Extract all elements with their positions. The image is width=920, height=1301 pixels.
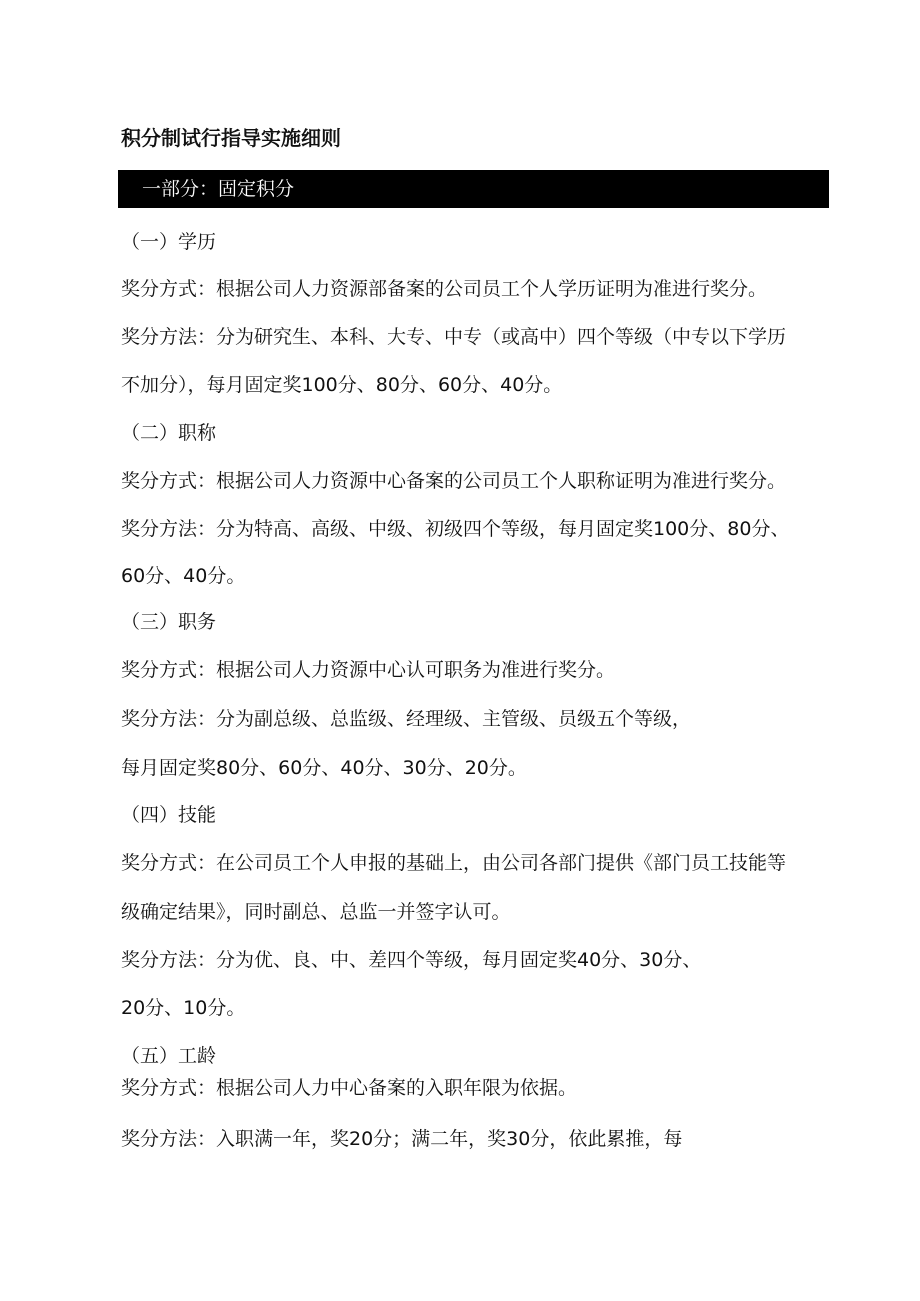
paragraph-line: 奖分方法：入职满一年，奖20分；满二年，奖30分，依此累推，每 — [121, 1128, 683, 1150]
paragraph-line: 奖分方法：分为特高、高级、中级、初级四个等级，每月固定奖100分、80分、 — [121, 518, 790, 540]
paragraph-line: 奖分方式：在公司员工个人申报的基础上，由公司各部门提供《部门员工技能等 — [121, 852, 787, 874]
subsection-heading-education: （一）学历 — [121, 231, 217, 253]
paragraph-line: 奖分方式：根据公司人力资源部备案的公司员工个人学历证明为准进行奖分。 — [121, 278, 768, 300]
subsection-heading-skill: （四）技能 — [121, 804, 217, 826]
paragraph-line: 每月固定奖80分、60分、40分、30分、20分。 — [121, 757, 527, 779]
section-title: 一部分：固定积分 — [142, 178, 295, 200]
paragraph-line: 奖分方式：根据公司人力资源中心备案的公司员工个人职称证明为准进行奖分。 — [121, 470, 787, 492]
paragraph-line: 奖分方法：分为研究生、本科、大专、中专（或高中）四个等级（中专以下学历 — [121, 326, 787, 348]
paragraph-line: 不加分），每月固定奖100分、80分、60分、40分。 — [121, 374, 563, 396]
subsection-heading-seniority: （五）工龄 — [121, 1045, 217, 1067]
subsection-heading-title: （二）职称 — [121, 422, 217, 444]
paragraph-line: 奖分方式：根据公司人力中心备案的入职年限为依据。 — [121, 1077, 578, 1099]
paragraph-line: 级确定结果》，同时副总、总监一并签字认可。 — [121, 901, 511, 923]
paragraph-line: 奖分方式：根据公司人力资源中心认可职务为准进行奖分。 — [121, 659, 616, 681]
subsection-heading-position: （三）职务 — [121, 611, 217, 633]
paragraph-line: 奖分方法：分为副总级、总监级、经理级、主管级、员级五个等级， — [121, 708, 692, 730]
paragraph-line: 奖分方法：分为优、良、中、差四个等级，每月固定奖40分、30分、 — [121, 949, 702, 971]
document-title: 积分制试行指导实施细则 — [121, 126, 341, 150]
paragraph-line: 60分、40分。 — [121, 565, 246, 587]
section-header-bar — [118, 170, 829, 208]
paragraph-line: 20分、10分。 — [121, 997, 246, 1019]
